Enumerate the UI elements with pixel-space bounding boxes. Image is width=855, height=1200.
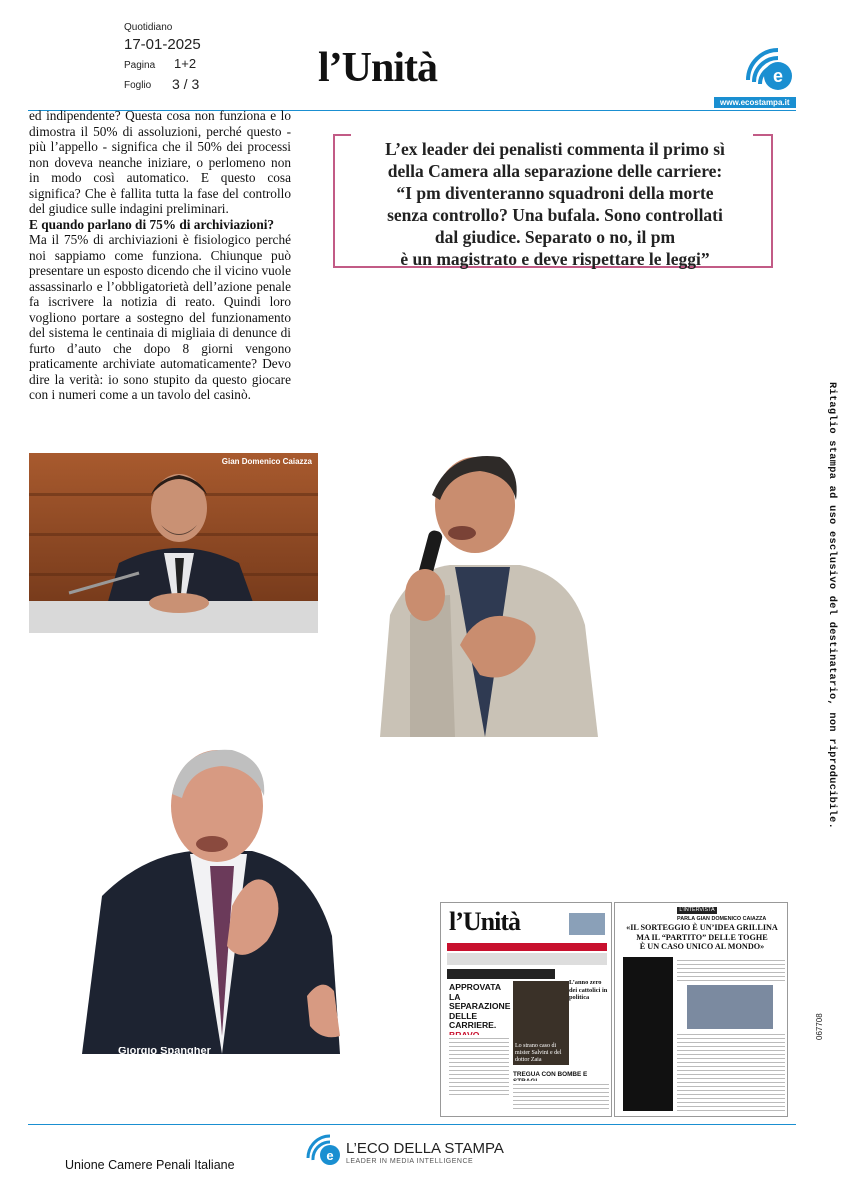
thumb-bottom-headline: TREGUA CON BOMBE E bbox=[513, 1071, 588, 1078]
photo-caiazza-desk bbox=[29, 453, 318, 633]
thumb-text-column bbox=[513, 1081, 609, 1111]
article-paragraph: Ma il 75% di archiviazioni è fisiologico perché noi sappiamo come funziona. Chiunque può presentare un esposto dicendo che il vicino vuole assassinarlo e l’obbligatorietà dell’azione penale fa iscrivere la notizia di reato. Quindi loro vogliono portare a sostegno del funzionamento del sistema le centinaia di migliaia di denunce di furto d’auto che dopo 8 giorni vengono praticamente archiviate automaticamente? Devo dire la verità: io sono stupito da questo giocare con i numeri come a un tavolo del casinò. bbox=[29, 232, 291, 402]
pull-quote-line: “I pm diventeranno squadroni della morte bbox=[396, 183, 714, 203]
reproduction-notice bbox=[820, 382, 840, 882]
pull-quote-line: senza controllo? Una bufala. Sono controllati bbox=[387, 205, 723, 225]
pull-quote bbox=[335, 138, 775, 270]
photo-speaker-microphone bbox=[370, 445, 600, 737]
pull-quote-line: della Camera alla separazione delle carriere: bbox=[387, 161, 723, 181]
thumb-headline-line: MA IL “PARTITO” DELLE TOGHE bbox=[636, 932, 768, 942]
publication-date: 17-01-2025 bbox=[124, 36, 201, 53]
article-body bbox=[29, 108, 291, 403]
thumb-subtitle: PARLA GIAN DOMENICO CAIAZZA bbox=[677, 916, 767, 922]
page-label: Pagina bbox=[124, 60, 156, 71]
thumb-mid-caption: Lo strano caso di mister Salvini e del dottor Zaia bbox=[515, 1043, 562, 1063]
footer-brand: L’ECO DELLA STAMPA bbox=[346, 1140, 504, 1157]
thumb-text-column bbox=[677, 1031, 785, 1111]
thumb-dark-column bbox=[623, 957, 673, 1111]
thumb-text-column bbox=[449, 1035, 509, 1095]
thumb-image bbox=[569, 913, 605, 935]
thumb-side-title: L’anno zero dei cattolici in politica bbox=[569, 979, 608, 1001]
thumbnail-interview-page[interactable] bbox=[614, 902, 788, 1117]
eco-della-stampa-logo bbox=[306, 1128, 546, 1166]
page-value: 1+2 bbox=[174, 56, 197, 71]
thumb-headline bbox=[619, 923, 785, 952]
thumb-tag: L’INTERVISTA bbox=[677, 907, 717, 914]
thumbnail-front-page[interactable] bbox=[440, 902, 612, 1117]
thumb-text-column bbox=[677, 957, 785, 983]
thumb-bar bbox=[447, 969, 555, 979]
photo-caption: Gian Domenico Caiazza bbox=[221, 457, 312, 466]
photo-caption: Giorgio Spangher bbox=[118, 1047, 211, 1055]
client-name: Unione Camere Penali Italiane bbox=[65, 1158, 235, 1172]
svg-text:e: e bbox=[326, 1148, 334, 1163]
thumb-headline-line: È UN CASO UNICO AL MONDO» bbox=[639, 942, 765, 951]
ecostampa-url[interactable]: www.ecostampa.it bbox=[714, 97, 796, 108]
interview-question: E quando parlano di 75% di archiviazioni? bbox=[29, 216, 275, 232]
thumb-photo bbox=[687, 985, 773, 1029]
eco-della-stampa-icon bbox=[306, 1130, 342, 1166]
thumb-strip bbox=[447, 953, 607, 965]
clipping-code-text: 067708 bbox=[815, 1013, 824, 1040]
reproduction-notice-text: Ritaglio stampa ad uso esclusivo del destinatario, non riproducibile. bbox=[826, 382, 838, 830]
thumb-headline-line: LA SEPARAZIONE bbox=[449, 991, 511, 1011]
svg-text:e: e bbox=[772, 66, 784, 86]
footer-tagline: LEADER IN MEDIA INTELLIGENCE bbox=[346, 1158, 474, 1165]
thumb-headline-line: DELLE CARRIERE. bbox=[449, 1010, 497, 1030]
pull-quote-line: L’ex leader dei penalisti commenta il primo sì bbox=[385, 139, 725, 159]
sheet-value: 3 / 3 bbox=[172, 76, 200, 92]
article-paragraph: ed indipendente? Questa cosa non funziona e lo dimostra il 50% di assoluzioni, perché questo - più l’appello - significa che il 50% dei processi non doveva neanche iniziare, o perlomeno non in modo così automatico. E questo cosa significa? Che è fallita tutta la fase del controllo del giudice sulle indagini preliminari. bbox=[29, 108, 291, 216]
photo-spangher-gesture bbox=[82, 736, 340, 1054]
thumb-red-band bbox=[447, 943, 607, 951]
thumb-headline-line: «IL SORTEGGIO È UN’IDEA GRILLINA bbox=[626, 923, 778, 932]
clipping-code bbox=[803, 1000, 824, 1040]
photo-desk-image bbox=[29, 453, 318, 633]
pull-quote-box bbox=[333, 136, 773, 268]
thumb-headline-line: APPROVATA bbox=[449, 982, 502, 992]
pull-quote-line: è un magistrato e deve rispettare le leggi” bbox=[400, 249, 710, 269]
newspaper-masthead: l’Unità bbox=[318, 45, 437, 91]
sheet-label: Foglio bbox=[124, 80, 152, 91]
bottom-divider bbox=[28, 1124, 796, 1125]
source-type: Quotidiano bbox=[124, 22, 173, 33]
thumb-masthead: l’Unità bbox=[449, 907, 520, 936]
pull-quote-line: dal giudice. Separato o no, il pm bbox=[434, 227, 676, 247]
ecostampa-logo-icon bbox=[744, 40, 796, 92]
